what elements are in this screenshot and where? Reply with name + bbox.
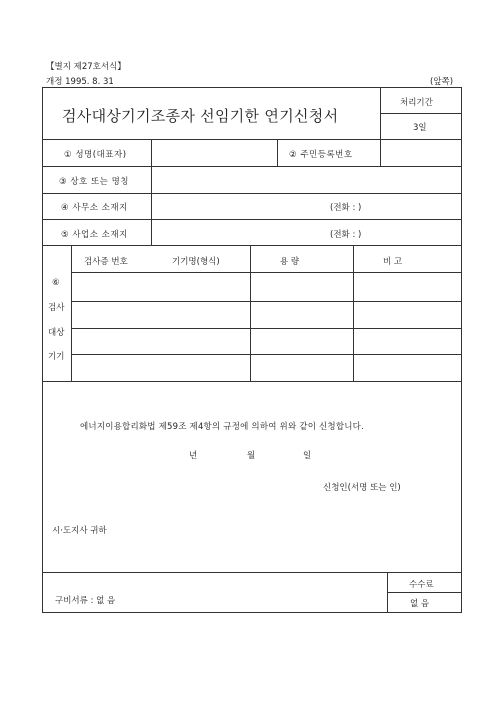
equipment-number: ⑥	[52, 278, 60, 288]
form-title: 검사대상기기조종자 선임기한 연기신청서	[62, 107, 339, 125]
office-phone: (전화 : )	[330, 203, 362, 213]
processing-period-label: 처리기간	[400, 98, 433, 108]
company-name-label: ③ 상호 또는 명칭	[59, 177, 129, 187]
resident-id-label: ② 주민등록번호	[289, 150, 353, 160]
date-month: 월	[247, 451, 256, 461]
company-name-field[interactable]	[153, 168, 460, 191]
fee-value: 없 음	[410, 599, 430, 609]
header-remarks: 비 고	[383, 257, 403, 267]
equipment-side-label-1: 검사	[48, 303, 65, 313]
processing-period-value: 3일	[413, 123, 427, 133]
form-number: 【별지 제27호서식】	[46, 62, 126, 72]
date-day: 일	[303, 451, 312, 461]
date-year: 년	[189, 451, 198, 461]
table-row[interactable]	[72, 273, 461, 300]
name-field[interactable]	[153, 141, 275, 164]
header-cert-number: 검사증 번호	[84, 257, 128, 267]
table-row[interactable]	[72, 302, 461, 327]
equipment-side-label-2: 대상	[48, 328, 65, 338]
table-row[interactable]	[72, 329, 461, 353]
fee-label: 수수료	[409, 580, 434, 590]
required-documents: 구비서류 : 없 음	[55, 596, 116, 606]
workplace-address-field[interactable]	[153, 221, 323, 243]
workplace-phone: (전화 : )	[330, 230, 362, 240]
header-capacity: 용 량	[280, 257, 300, 267]
declaration-text: 에너지이용합리화법 제59조 제4항의 규정에 의하여 위와 같이 신청합니다.	[80, 422, 364, 432]
revision-date: 개정 1995. 8. 31	[46, 77, 114, 87]
workplace-address-label: ⑤ 사업소 소재지	[61, 230, 128, 240]
table-row[interactable]	[72, 355, 461, 380]
resident-id-field[interactable]	[382, 141, 460, 164]
office-address-field[interactable]	[153, 195, 323, 217]
equipment-side-label-3: 기기	[48, 352, 65, 362]
applicant-signature: 신청인(서명 또는 인)	[323, 483, 401, 493]
page-side: (앞쪽)	[430, 77, 454, 87]
name-label: ① 성명(대표자)	[64, 150, 127, 160]
addressee: 시·도지사 귀하	[52, 526, 107, 536]
office-address-label: ④ 사무소 소재지	[61, 203, 128, 213]
header-equipment-name: 기기명(형식)	[172, 257, 220, 267]
